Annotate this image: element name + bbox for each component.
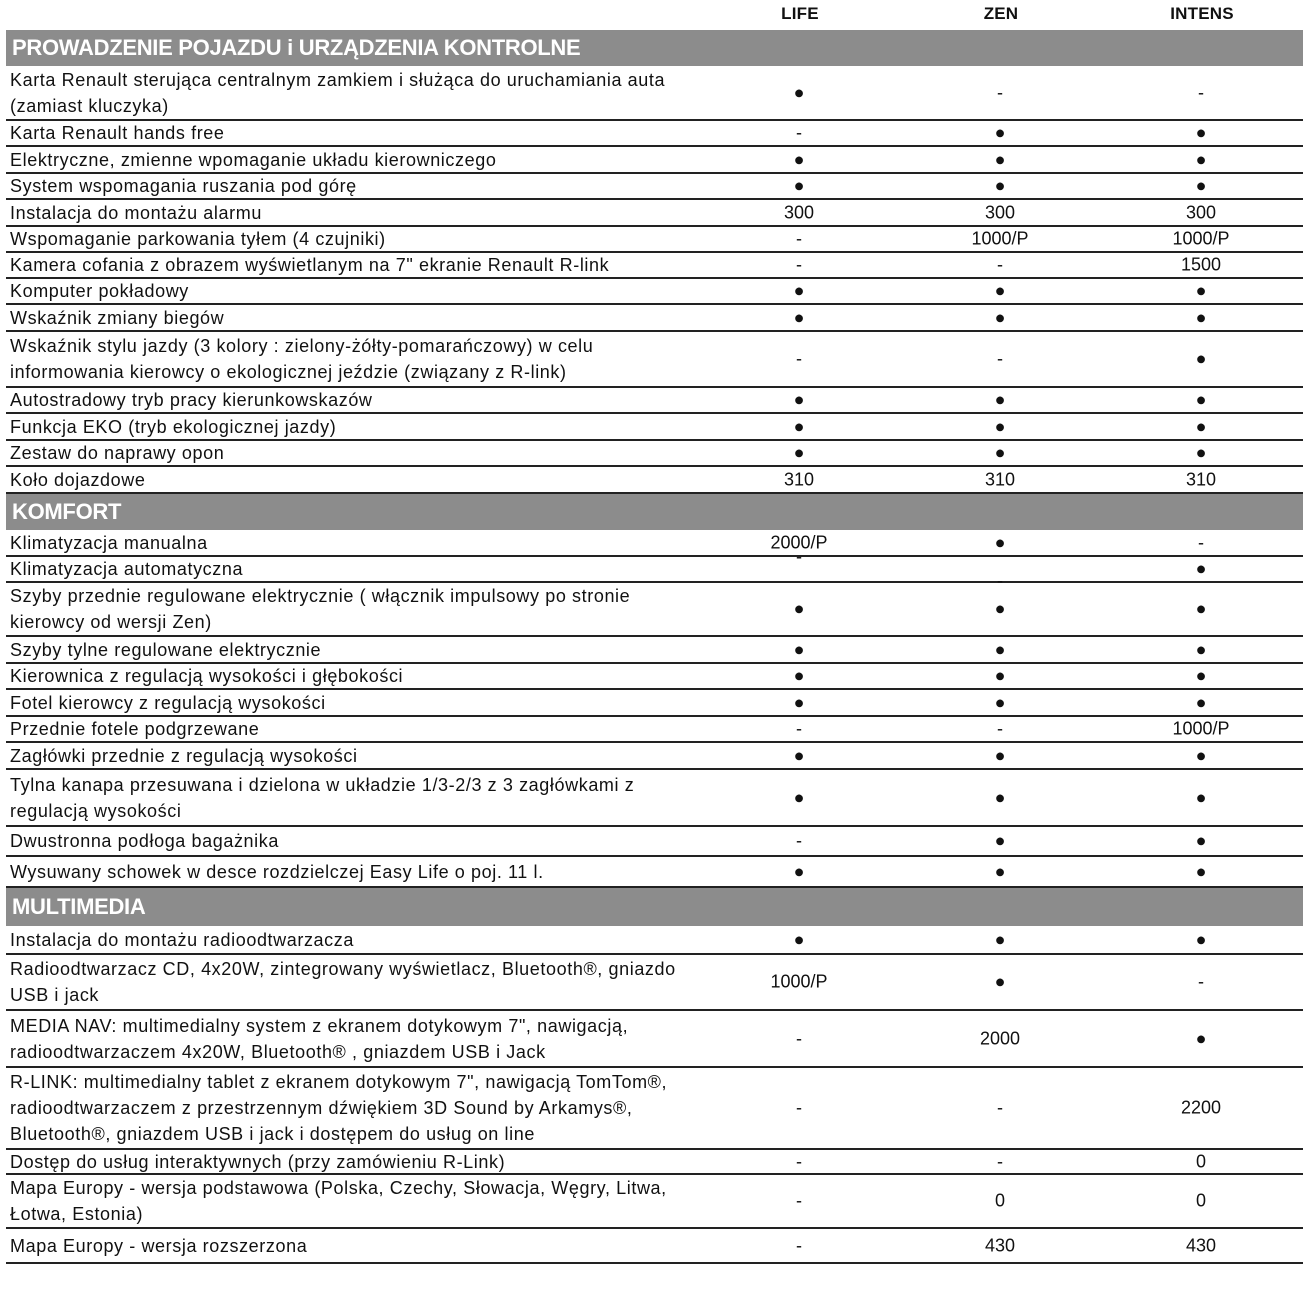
cell-zen: -	[997, 1151, 1003, 1171]
cell-life: -	[796, 122, 802, 143]
table-row	[6, 1011, 1303, 1068]
row-label: Dostęp do usług interaktywnych (przy zamówieniu R-Link)	[10, 1151, 506, 1172]
row-label: Radioodtwarzacz CD, 4x20W, zintegrowany wyświetlacz, Bluetooth®, gniazdo USB i jack	[10, 959, 676, 1005]
column-header-intens: INTENS	[1170, 4, 1234, 23]
row-label: Klimatyzacja automatyczna	[10, 559, 244, 579]
cell-intens: ●	[1195, 175, 1207, 196]
cell-life: -	[796, 830, 802, 851]
cell-intens: ●	[1195, 861, 1207, 881]
table-row	[6, 637, 1303, 664]
cell-zen: -	[997, 1097, 1003, 1118]
cell-intens: ●	[1195, 1028, 1207, 1048]
table-row	[6, 717, 1303, 743]
cell-zen: -	[997, 348, 1003, 369]
cell-zen: ●	[994, 787, 1006, 807]
cell-zen: ●	[994, 389, 1006, 410]
cell-zen: ●	[994, 175, 1006, 196]
table-row	[6, 827, 1303, 857]
cell-zen: ●	[994, 745, 1006, 765]
row-label: System wspomagania ruszania pod górę	[10, 176, 357, 196]
row-label: Zestaw do naprawy opon	[10, 443, 225, 463]
cell-intens: ●	[1195, 830, 1207, 851]
cell-intens: ●	[1195, 389, 1207, 410]
row-label: Kierownica z regulacją wysokości i głębokości	[10, 666, 404, 686]
cell-zen: ●	[994, 122, 1006, 143]
section-header: KOMFORT	[6, 494, 1303, 530]
table-row	[6, 66, 1303, 121]
section-header: MULTIMEDIA	[6, 888, 1303, 926]
section-header: PROWADZENIE POJAZDU i URZĄDZENIA KONTROLNE	[6, 30, 1303, 66]
cell-intens: ●	[1195, 787, 1207, 807]
table-row	[6, 583, 1303, 637]
cell-life: ●	[793, 745, 805, 765]
cell-intens: ●	[1195, 929, 1207, 949]
cell-intens: ●	[1195, 122, 1207, 143]
cell-zen: ●	[994, 307, 1006, 327]
cell-zen: -	[997, 82, 1003, 102]
cell-zen: ●	[994, 442, 1006, 463]
cell-life: -	[796, 1028, 802, 1048]
cell-intens: -	[1198, 971, 1204, 992]
row-label: Wspomaganie parkowania tyłem (4 czujniki)	[10, 229, 386, 249]
cell-intens: ●	[1195, 639, 1207, 659]
cell-zen: ●	[994, 149, 1006, 169]
cell-zen: ●	[994, 971, 1006, 992]
table-row	[6, 279, 1303, 305]
cell-life: ●	[793, 175, 805, 196]
table-row	[6, 1229, 1303, 1264]
cell-intens: ●	[1195, 598, 1207, 619]
table-row	[6, 227, 1303, 253]
row-label: R-LINK: multimedialny tablet z ekranem dotykowym 7", nawigacją TomTom®, radioodtwarzaczem z przestrzennym dźwiękiem 3D Sound by Arkamys®, Bluetooth®, gniazdem USB i jack i dostępem do usług on line	[10, 1072, 668, 1144]
equipment-table	[6, 30, 1303, 1264]
cell-life: ●	[793, 787, 805, 807]
table-row	[6, 441, 1303, 467]
cell-zen: 1000/P	[971, 228, 1029, 249]
cell-intens: 300	[1185, 202, 1217, 222]
table-row	[6, 530, 1303, 557]
table-row	[6, 743, 1303, 770]
row-label: Autostradowy tryb pracy kierunkowskazów	[10, 390, 373, 410]
cell-life: -	[796, 1235, 802, 1255]
cell-intens: ●	[1195, 307, 1207, 327]
cell-zen: 310	[984, 469, 1016, 489]
table-row	[6, 546, 1303, 591]
cell-intens: ●	[1195, 692, 1207, 712]
cell-zen: ●	[994, 280, 1006, 301]
cell-life: ●	[793, 665, 805, 686]
row-label: Funkcja EKO (tryb ekologicznej jazdy)	[10, 416, 337, 437]
row-label: Kamera cofania z obrazem wyświetlanym na 7" ekranie Renault R-link	[10, 255, 610, 275]
cell-zen: -	[997, 254, 1003, 275]
row-label: Tylna kanapa przesuwana i dzielona w układzie 1/3-2/3 z 3 zagłówkami z regulacją wysokości	[10, 774, 635, 821]
row-label: Wskaźnik zmiany biegów	[10, 307, 225, 328]
row-label: Klimatyzacja manualna	[10, 532, 208, 553]
cell-life: 300	[783, 202, 815, 222]
cell-zen: ●	[994, 639, 1006, 659]
cell-intens: ●	[1195, 280, 1207, 301]
table-row	[6, 690, 1303, 717]
cell-life: ●	[793, 280, 805, 301]
cell-intens: -	[1198, 532, 1204, 552]
cell-intens: 1000/P	[1172, 718, 1230, 739]
cell-life: 2000/P	[770, 532, 828, 552]
table-row	[6, 253, 1303, 279]
cell-zen: 430	[984, 1235, 1016, 1255]
cell-intens: 1500	[1180, 254, 1222, 275]
table-row	[6, 174, 1303, 200]
cell-life: ●	[793, 861, 805, 881]
cell-zen: 2000	[979, 1028, 1021, 1048]
row-label: Karta Renault hands free	[10, 123, 225, 143]
cell-life: ●	[793, 598, 805, 619]
cell-life: ●	[793, 82, 805, 102]
table-row	[6, 857, 1303, 888]
row-label: Komputer pokładowy	[10, 281, 189, 301]
cell-life: ●	[793, 416, 805, 436]
table-row	[6, 121, 1303, 147]
row-label: Mapa Europy - wersja rozszerzona	[10, 1235, 308, 1256]
row-label: Przednie fotele podgrzewane	[10, 719, 260, 739]
row-label: Instalacja do montażu radioodtwarzacza	[10, 929, 354, 950]
cell-intens: 0	[1195, 1151, 1206, 1171]
table-row	[6, 388, 1303, 414]
row-label: Szyby tylne regulowane elektrycznie	[10, 639, 322, 660]
table-row	[6, 147, 1303, 174]
cell-intens: 2200	[1180, 1097, 1222, 1118]
table-row	[6, 770, 1303, 827]
row-label: Elektryczne, zmienne wpomaganie układu kierowniczego	[10, 149, 497, 170]
table-row	[6, 1068, 1303, 1150]
cell-life: -	[796, 228, 802, 249]
cell-life: ●	[793, 692, 805, 712]
cell-life: -	[796, 718, 802, 739]
cell-life: -	[796, 546, 802, 567]
table-row	[6, 305, 1303, 332]
cell-life: ●	[793, 307, 805, 327]
cell-zen: ●	[994, 861, 1006, 881]
cell-zen: ●	[994, 416, 1006, 436]
row-label: Szyby przednie regulowane elektrycznie ( włącznik impulsowy po stronie kierowcy od wersji Zen)	[10, 586, 631, 632]
cell-zen: -	[997, 718, 1003, 739]
row-label: Fotel kierowcy z regulacją wysokości	[10, 692, 326, 713]
cell-intens: ●	[1195, 149, 1207, 169]
cell-intens: 1000/P	[1172, 228, 1230, 249]
table-row	[6, 1175, 1303, 1229]
cell-intens: 430	[1185, 1235, 1217, 1255]
table-row	[6, 1150, 1303, 1175]
row-label: Koło dojazdowe	[10, 469, 146, 490]
cell-life: -	[796, 1151, 802, 1171]
column-header	[0, 0, 1307, 30]
cell-zen: ●	[994, 532, 1006, 552]
cell-intens: 310	[1185, 469, 1217, 489]
cell-zen: -	[997, 570, 1003, 591]
cell-intens: ●	[1195, 665, 1207, 686]
cell-intens: 0	[1195, 1190, 1206, 1211]
cell-zen: ●	[994, 665, 1006, 686]
cell-zen: ●	[994, 929, 1006, 949]
row-label: Karta Renault sterująca centralnym zamkiem i służąca do uruchamiania auta (zamiast kluczyka)	[10, 69, 666, 116]
cell-life: ●	[793, 149, 805, 169]
cell-life: ●	[793, 389, 805, 410]
cell-zen: ●	[994, 830, 1006, 851]
row-label: Wskaźnik stylu jazdy (3 kolory : zielony-żółty-pomarańczowy) w celu informowania kierowcy o ekologicznej jeździe (związany z R-link)	[10, 336, 594, 382]
cell-intens: ●	[1195, 442, 1207, 463]
row-label: Dwustronna podłoga bagażnika	[10, 831, 279, 851]
column-header-life: LIFE	[781, 4, 819, 23]
cell-life: ●	[793, 442, 805, 463]
cell-life: ●	[793, 639, 805, 659]
cell-zen: ●	[994, 692, 1006, 712]
cell-life: -	[796, 1097, 802, 1118]
cell-intens: ●	[1195, 348, 1207, 369]
table-row	[6, 955, 1303, 1011]
cell-intens: -	[1198, 82, 1204, 102]
cell-life: 1000/P	[770, 971, 828, 992]
row-label: Zagłówki przednie z regulacją wysokości	[10, 745, 358, 766]
cell-life: -	[796, 348, 802, 369]
cell-life: ●	[793, 929, 805, 949]
table-row	[6, 200, 1303, 227]
cell-life: -	[796, 1190, 802, 1211]
cell-intens: ●	[1195, 745, 1207, 765]
row-label: Wysuwany schowek w desce rozdzielczej Easy Life o poj. 11 l.	[10, 861, 544, 882]
cell-life: 310	[783, 469, 815, 489]
row-label: Instalacja do montażu alarmu	[10, 202, 262, 223]
table-row	[6, 414, 1303, 441]
column-header-zen: ZEN	[983, 4, 1019, 23]
table-row	[6, 664, 1303, 690]
cell-zen: 0	[994, 1190, 1005, 1211]
cell-intens: ●	[1195, 416, 1207, 436]
table-row	[6, 467, 1303, 494]
cell-zen: ●	[994, 598, 1006, 619]
row-label: Mapa Europy - wersja podstawowa (Polska, Czechy, Słowacja, Węgry, Litwa, Łotwa, Estonia)	[10, 1178, 667, 1224]
cell-zen: 300	[984, 202, 1016, 222]
row-label: MEDIA NAV: multimedialny system z ekranem dotykowym 7", nawigacją, radioodtwarzaczem 4x20W, Bluetooth® , gniazdem USB i Jack	[10, 1015, 629, 1062]
cell-intens: ●	[1195, 558, 1207, 579]
table-row	[6, 332, 1303, 388]
cell-life: -	[796, 254, 802, 275]
table-row	[6, 926, 1303, 955]
